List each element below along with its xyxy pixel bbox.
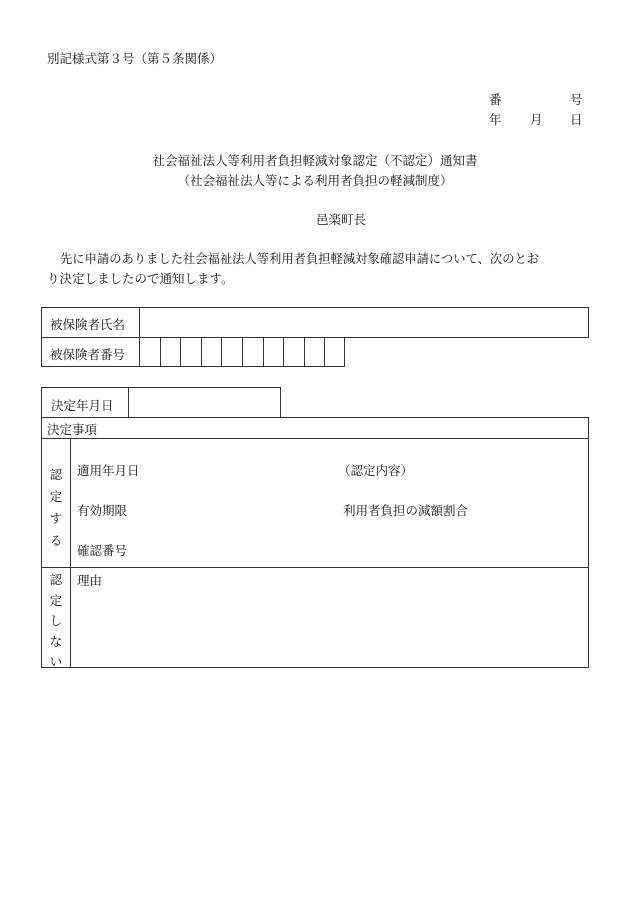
insured-number-digit-cell[interactable]	[201, 337, 222, 367]
validity-label: 有効期限	[77, 503, 128, 518]
insured-name-field[interactable]	[141, 309, 587, 336]
insured-number-digit-cell[interactable]	[139, 337, 160, 367]
insured-number-digit-cell[interactable]	[283, 337, 304, 367]
insured-number-label: 被保険者番号	[50, 347, 126, 362]
apply-date-label: 適用年月日	[77, 463, 140, 478]
approve-reject-divider	[41, 567, 589, 568]
body-text-line-1: 先に申請のありました社会福祉法人等利用者負担軽減対象確認申請について、次のとお	[60, 252, 540, 266]
decision-date-label: 決定年月日	[51, 398, 114, 413]
insured-number-digit-cell[interactable]	[221, 337, 242, 367]
approve-vertical-char: 認	[49, 467, 63, 482]
date-month-label: 月	[530, 112, 543, 127]
document-title: 社会福祉法人等利用者負担軽減対象認定（不認定）通知書	[152, 153, 478, 168]
insured-name-label: 被保険者氏名	[50, 317, 126, 332]
insured-number-digit-cell[interactable]	[160, 337, 181, 367]
reject-vertical-char: 定	[49, 592, 63, 608]
form-reference: 別記様式第３号（第５条関係）	[47, 51, 223, 66]
body-text-line-2: り決定しましたので通知します。	[47, 271, 234, 286]
insured-number-digit-cell[interactable]	[324, 337, 345, 367]
decision-date-divider	[128, 387, 129, 418]
reject-vertical-char: 認	[49, 572, 63, 587]
insured-number-digit-cell[interactable]	[242, 337, 263, 367]
reduction-rate-label: 利用者負担の減額割合	[343, 503, 469, 518]
approve-vertical-char: る	[49, 533, 63, 548]
confirm-number-label: 確認番号	[77, 543, 128, 558]
reject-vertical-char: な	[49, 633, 63, 649]
approval-content-label: （認定内容）	[338, 463, 414, 478]
insured-number-digit-cell[interactable]	[263, 337, 284, 367]
reason-field[interactable]	[72, 590, 587, 666]
decision-date-field[interactable]	[130, 389, 279, 416]
decision-column-divider	[70, 438, 71, 668]
document-subtitle: （社会福祉法人等による利用者負担の軽減制度）	[177, 173, 453, 188]
reject-vertical-char: し	[49, 613, 63, 628]
decision-header-divider	[41, 438, 589, 439]
issuer: 邑楽町長	[316, 212, 367, 227]
approve-vertical-char: す	[49, 511, 63, 526]
reason-label: 理由	[77, 573, 103, 588]
decision-items-label: 決定事項	[47, 422, 98, 437]
number-label: 番	[489, 92, 502, 107]
date-day-label: 日	[570, 112, 583, 127]
approve-vertical-char: 定	[49, 489, 63, 504]
date-year-label: 年	[489, 112, 502, 127]
reject-vertical-char: い	[49, 654, 63, 669]
number-suffix: 号	[570, 92, 583, 107]
insured-number-digit-cell[interactable]	[304, 337, 325, 367]
insured-number-digit-cell[interactable]	[180, 337, 201, 367]
